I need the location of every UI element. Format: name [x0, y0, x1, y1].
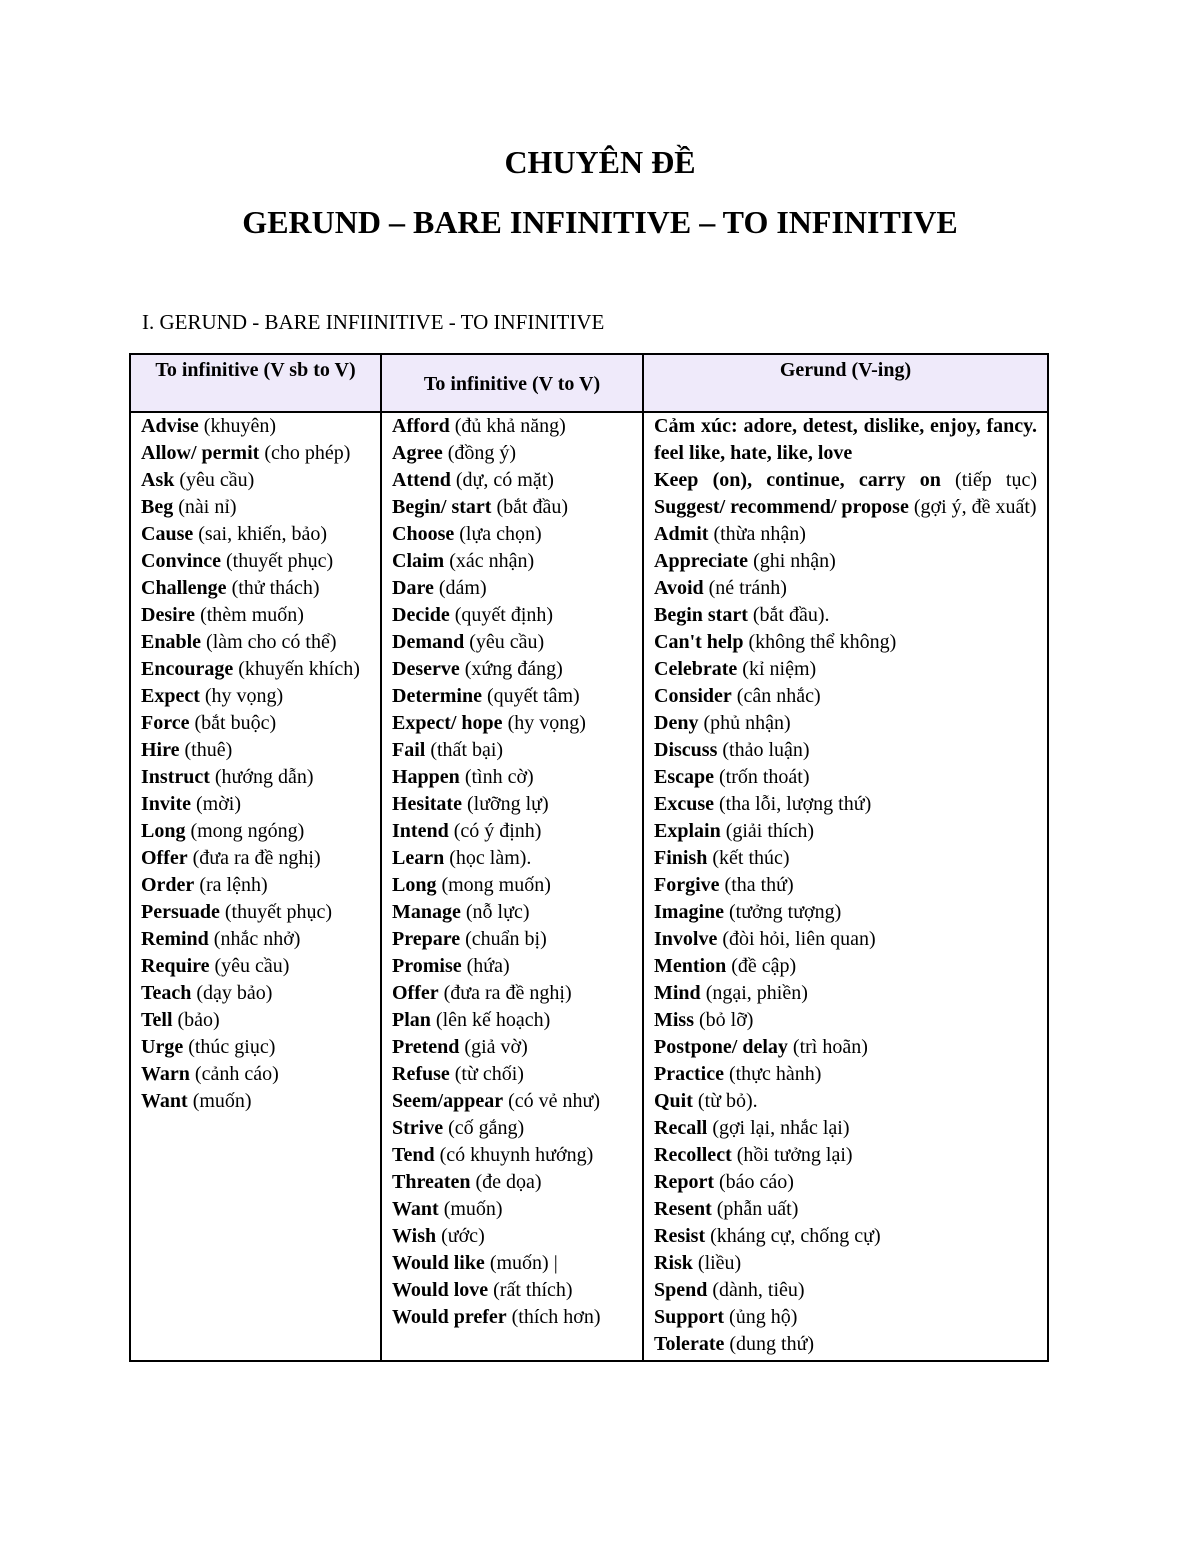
verb-word: Offer: [141, 847, 188, 869]
verb-entry: [654, 1331, 1037, 1358]
verb-word: Convince: [141, 550, 221, 572]
verb-entry: [392, 1223, 632, 1250]
verb-word: Manage: [392, 901, 461, 923]
verb-meaning: (kết thúc): [707, 847, 790, 869]
verb-entry: [392, 1304, 632, 1331]
verb-meaning: (ra lệnh): [194, 874, 268, 896]
verb-meaning: (nhắc nhở): [208, 928, 301, 950]
verb-entry: [654, 521, 1037, 548]
verb-entry: [141, 521, 370, 548]
verb-word: Keep (on), continue, carry on: [654, 469, 941, 491]
verb-meaning: (dành, tiêu): [707, 1279, 805, 1301]
verb-word: Avoid: [654, 577, 704, 599]
verb-entry: [654, 980, 1037, 1007]
verb-word: Expect/ hope: [392, 712, 503, 734]
verb-entry: [654, 548, 1037, 575]
verb-entry: [654, 1061, 1037, 1088]
verb-meaning: (quyết định): [449, 604, 554, 626]
verb-meaning: (thừa nhận): [708, 523, 806, 545]
verb-entry: [141, 683, 370, 710]
verb-entry: [392, 1142, 632, 1169]
verb-entry: [654, 683, 1037, 710]
verb-entry: [654, 791, 1037, 818]
verb-word: Practice: [654, 1063, 724, 1085]
verb-meaning: (từ chối): [449, 1063, 524, 1085]
verb-meaning: (rất thích): [488, 1279, 573, 1301]
verb-word: Spend: [654, 1279, 708, 1301]
verb-entry: [141, 791, 370, 818]
verb-word: Cảm xúc: adore, detest, dislike, enjoy, fancy. feel like, hate, like, love: [654, 415, 1037, 464]
verb-entry: [141, 494, 370, 521]
verb-meaning: (tình cờ): [459, 766, 534, 788]
verb-meaning: (thực hành): [723, 1063, 822, 1085]
verb-meaning: (bỏ lỡ): [694, 1009, 754, 1031]
verb-word: Decide: [392, 604, 450, 626]
verb-word: Expect: [141, 685, 200, 707]
verb-entry: [392, 710, 632, 737]
verb-meaning: (phẫn uất): [711, 1198, 799, 1220]
verb-entry: [392, 467, 632, 494]
verb-entry: [392, 899, 632, 926]
verb-entry: [654, 1277, 1037, 1304]
verb-word: Tolerate: [654, 1333, 725, 1355]
verb-word: Involve: [654, 928, 718, 950]
verb-meaning: (đòi hỏi, liên quan): [717, 928, 876, 950]
verb-word: Begin start: [654, 604, 748, 626]
verb-entry: [654, 1169, 1037, 1196]
title-line-1: CHUYÊN ĐỀ: [504, 144, 696, 180]
verb-entry: [141, 872, 370, 899]
verb-meaning: (tha lỗi, lượng thứ): [714, 793, 872, 815]
verb-word: Dare: [392, 577, 434, 599]
verb-meaning: (khuyên): [198, 415, 276, 437]
verb-entry: [141, 602, 370, 629]
verb-entry: [392, 737, 632, 764]
verb-meaning: (lên kế hoạch): [430, 1009, 551, 1031]
verb-word: Persuade: [141, 901, 220, 923]
verb-entry: [141, 899, 370, 926]
verb-entry: [392, 1115, 632, 1142]
verb-word: Forgive: [654, 874, 720, 896]
verb-meaning: (mong ngóng): [185, 820, 305, 842]
verb-word: Mention: [654, 955, 727, 977]
verb-word: Celebrate: [654, 658, 738, 680]
verb-entry: [654, 953, 1037, 980]
verb-word: Advise: [141, 415, 199, 437]
verb-word: Mind: [654, 982, 701, 1004]
verb-entry: [654, 1142, 1037, 1169]
verb-entry: [392, 1277, 632, 1304]
verb-meaning: (yêu cầu): [209, 955, 290, 977]
verb-word: Require: [141, 955, 210, 977]
verb-word: Escape: [654, 766, 714, 788]
verb-meaning: (trốn thoát): [714, 766, 810, 788]
verb-entry: [654, 656, 1037, 683]
verb-word: Pretend: [392, 1036, 460, 1058]
verb-word: Want: [392, 1198, 439, 1220]
verb-entry: [654, 1223, 1037, 1250]
verb-word: Prepare: [392, 928, 461, 950]
verb-word: Recall: [654, 1117, 708, 1139]
verb-word: Beg: [141, 496, 174, 518]
verb-meaning: (lưỡng lự): [461, 793, 549, 815]
verb-word: Can't help: [654, 631, 744, 653]
verb-word: Tend: [392, 1144, 435, 1166]
verb-entry: [141, 1007, 370, 1034]
verb-entry: [392, 575, 632, 602]
verb-meaning: (hướng dẫn): [209, 766, 314, 788]
verb-entry: [392, 602, 632, 629]
verb-word: Allow/ permit: [141, 442, 260, 464]
verb-word: Discuss: [654, 739, 718, 761]
verb-entry: [654, 1088, 1037, 1115]
verb-meaning: (thuyết phục): [221, 550, 334, 572]
verb-word: Consider: [654, 685, 732, 707]
verb-word: Offer: [392, 982, 439, 1004]
verb-meaning: (mong muốn): [436, 874, 551, 896]
verb-meaning: (cân nhắc): [731, 685, 821, 707]
verb-word: Wish: [392, 1225, 437, 1247]
verb-word: Would love: [392, 1279, 489, 1301]
verb-word: Seem/appear: [392, 1090, 504, 1112]
verb-word: Report: [654, 1171, 714, 1193]
verb-word: Instruct: [141, 766, 210, 788]
verb-entry: [392, 926, 632, 953]
verb-entry: [141, 926, 370, 953]
verb-word: Want: [141, 1090, 188, 1112]
verb-meaning: (cho phép): [259, 442, 351, 464]
verb-entry: [141, 1034, 370, 1061]
verb-word: Recollect: [654, 1144, 732, 1166]
verb-meaning: (hồi tưởng lại): [731, 1144, 853, 1166]
verb-meaning: (thuyết phục): [219, 901, 333, 923]
verb-entry: [141, 710, 370, 737]
verb-entry: [654, 899, 1037, 926]
table-body-row: [130, 412, 1048, 1361]
verb-meaning: (cố gắng): [443, 1117, 525, 1139]
verb-meaning: (nài nỉ): [173, 496, 237, 518]
verb-word: Deny: [654, 712, 699, 734]
verb-word: Strive: [392, 1117, 444, 1139]
verb-word: Hire: [141, 739, 180, 761]
verb-entry: [141, 764, 370, 791]
verb-word: Excuse: [654, 793, 714, 815]
verb-entry: [141, 737, 370, 764]
verb-word: Imagine: [654, 901, 724, 923]
verb-meaning: (ủng hộ): [724, 1306, 798, 1328]
verb-meaning: (quyết tâm): [481, 685, 580, 707]
verb-word: Enable: [141, 631, 202, 653]
verb-meaning: (dám): [433, 577, 487, 599]
verb-word: Cause: [141, 523, 194, 545]
verb-entry: [654, 575, 1037, 602]
verb-word: Remind: [141, 928, 209, 950]
verb-word: Choose: [392, 523, 455, 545]
verb-word: Resent: [654, 1198, 712, 1220]
verb-word: Explain: [654, 820, 721, 842]
verb-word: Resist: [654, 1225, 706, 1247]
verb-word: Order: [141, 874, 195, 896]
verb-meaning: (trì hoãn): [787, 1036, 868, 1058]
verb-meaning: (đưa ra đề nghị): [187, 847, 321, 869]
title-line-2: GERUND – BARE INFINITIVE – TO INFINITIVE: [242, 204, 958, 240]
verb-entry: [392, 818, 632, 845]
verb-entry: [392, 1250, 632, 1277]
verb-meaning: (tiếp tục): [940, 469, 1037, 491]
verb-meaning: (phủ nhận): [698, 712, 791, 734]
verb-meaning: (xứng đáng): [459, 658, 563, 680]
verb-meaning: (thuê): [179, 739, 233, 761]
verb-entry: [141, 953, 370, 980]
verb-word: Finish: [654, 847, 708, 869]
verb-entry: [654, 1250, 1037, 1277]
verb-meaning: (giả vờ): [459, 1036, 528, 1058]
verb-word: Miss: [654, 1009, 694, 1031]
verb-meaning: (khuyến khích): [233, 658, 360, 680]
verb-entry: [654, 872, 1037, 899]
verb-entry: [392, 1169, 632, 1196]
verb-word: Desire: [141, 604, 196, 626]
verb-word: Demand: [392, 631, 465, 653]
verb-meaning: (đưa ra đề nghị): [438, 982, 572, 1004]
verb-meaning: (thảo luận): [717, 739, 810, 761]
verb-pattern-table: [129, 353, 1049, 1362]
verb-meaning: (gợi ý, đề xuất): [908, 496, 1037, 518]
verb-entry: [392, 980, 632, 1007]
verb-meaning: (ước): [436, 1225, 485, 1247]
verb-meaning: (học làm).: [444, 847, 532, 869]
verb-entry: [141, 548, 370, 575]
verb-meaning: (bảo): [172, 1009, 220, 1031]
verb-entry: [141, 629, 370, 656]
verb-entry: [141, 1088, 370, 1115]
verb-word: Challenge: [141, 577, 227, 599]
verb-meaning: (dạy bảo): [191, 982, 273, 1004]
verb-entry: [392, 1034, 632, 1061]
verb-word: Determine: [392, 685, 482, 707]
verb-word: Long: [392, 874, 437, 896]
verb-word: Quit: [654, 1090, 693, 1112]
verb-entry: [392, 872, 632, 899]
verb-word: Attend: [392, 469, 451, 491]
verb-word: Warn: [141, 1063, 190, 1085]
verb-word: Encourage: [141, 658, 234, 680]
verb-word: Postpone/ delay: [654, 1036, 788, 1058]
verb-entry: [654, 1007, 1037, 1034]
verb-entry: [141, 440, 370, 467]
verb-meaning: (lựa chọn): [454, 523, 542, 545]
verb-word: Force: [141, 712, 190, 734]
verb-meaning: (chuẩn bị): [460, 928, 547, 950]
verb-entry: [392, 629, 632, 656]
verb-entry: [392, 494, 632, 521]
verb-word: Invite: [141, 793, 191, 815]
verb-meaning: (làm cho có thể): [201, 631, 337, 653]
verb-word: Begin/ start: [392, 496, 492, 518]
verb-meaning: (đe dọa): [470, 1171, 542, 1193]
verb-meaning: (liều): [692, 1252, 742, 1274]
verb-meaning: (kỉ niệm): [737, 658, 817, 680]
verb-word: Threaten: [392, 1171, 471, 1193]
verb-meaning: (đồng ý): [442, 442, 517, 464]
verb-entry: [654, 629, 1037, 656]
verb-meaning: (dự, có mặt): [450, 469, 554, 491]
verb-meaning: (kháng cự, chống cự): [705, 1225, 881, 1247]
section-heading: I. GERUND - BARE INFIINITIVE - TO INFINITIVE: [142, 310, 605, 334]
verb-meaning: (gợi lại, nhắc lại): [707, 1117, 850, 1139]
verb-entry: [654, 710, 1037, 737]
verb-entry: [392, 791, 632, 818]
verb-entry: [392, 845, 632, 872]
verb-word: Hesitate: [392, 793, 462, 815]
verb-meaning: (yêu cầu): [464, 631, 545, 653]
verb-word: Happen: [392, 766, 460, 788]
verb-word: Deserve: [392, 658, 460, 680]
verb-entry: [141, 467, 370, 494]
verb-word: Afford: [392, 415, 450, 437]
verb-word: Ask: [141, 469, 175, 491]
verb-word: Teach: [141, 982, 192, 1004]
verb-meaning: (bắt buộc): [189, 712, 277, 734]
verb-word: Admit: [654, 523, 709, 545]
verb-entry: [654, 1196, 1037, 1223]
verb-entry: [392, 1196, 632, 1223]
verb-meaning: (nỗ lực): [460, 901, 530, 923]
verb-meaning: (tha thứ): [719, 874, 794, 896]
verb-entry: [392, 413, 632, 440]
verb-meaning: (báo cáo): [713, 1171, 794, 1193]
verb-entry: [141, 980, 370, 1007]
verb-word: Agree: [392, 442, 443, 464]
verb-entry: [392, 683, 632, 710]
verb-meaning: (tưởng tượng): [724, 901, 842, 923]
verb-meaning: (giải thích): [720, 820, 815, 842]
verb-meaning: (thử thách): [226, 577, 320, 599]
verb-entry: [654, 845, 1037, 872]
verb-entry: [141, 818, 370, 845]
verb-word: Long: [141, 820, 186, 842]
verb-entry: [654, 1304, 1037, 1331]
verb-meaning: (thất bại): [425, 739, 504, 761]
verb-entry: [392, 548, 632, 575]
verb-meaning: (thích hơn): [506, 1306, 601, 1328]
verb-word: Would like: [392, 1252, 485, 1274]
verb-meaning: (muốn) |: [484, 1252, 558, 1274]
verb-word: Learn: [392, 847, 445, 869]
column-to-infinitive-object: [130, 412, 381, 1361]
verb-entry: [654, 1115, 1037, 1142]
verb-entry: [654, 413, 1037, 467]
header-to-infinitive: To infinitive (V to V): [381, 354, 643, 412]
verb-meaning: (muốn): [438, 1198, 503, 1220]
verb-meaning: (thúc giục): [183, 1036, 276, 1058]
verb-entry: [141, 845, 370, 872]
verb-meaning: (yêu cầu): [174, 469, 255, 491]
column-gerund: [643, 412, 1048, 1361]
verb-entry: [141, 575, 370, 602]
verb-entry: [654, 602, 1037, 629]
verb-meaning: (ngại, phiền): [700, 982, 808, 1004]
verb-entry: [392, 764, 632, 791]
verb-meaning: (không thể không): [743, 631, 897, 653]
verb-meaning: (hứa): [461, 955, 510, 977]
verb-word: Would prefer: [392, 1306, 507, 1328]
header-gerund: Gerund (V-ing): [643, 354, 1048, 412]
verb-meaning: (né tránh): [703, 577, 787, 599]
verb-meaning: (đủ khả năng): [449, 415, 566, 437]
verb-word: Intend: [392, 820, 449, 842]
verb-entry: [654, 926, 1037, 953]
verb-word: Suggest/ recommend/ propose: [654, 496, 909, 518]
verb-meaning: (có ý định): [448, 820, 542, 842]
verb-word: Claim: [392, 550, 445, 572]
verb-word: Tell: [141, 1009, 173, 1031]
verb-word: Plan: [392, 1009, 431, 1031]
verb-entry: [392, 953, 632, 980]
verb-entry: [392, 1007, 632, 1034]
header-to-infinitive-object: To infinitive (V sb to V): [130, 354, 381, 412]
verb-word: Risk: [654, 1252, 693, 1274]
verb-meaning: (dung thứ): [724, 1333, 815, 1355]
verb-entry: [654, 467, 1037, 521]
verb-entry: [654, 764, 1037, 791]
verb-word: Refuse: [392, 1063, 450, 1085]
verb-entry: [392, 1061, 632, 1088]
verb-word: Urge: [141, 1036, 184, 1058]
verb-entry: [392, 440, 632, 467]
verb-meaning: (muốn): [187, 1090, 252, 1112]
verb-meaning: (thèm muốn): [195, 604, 304, 626]
verb-meaning: (ghi nhận): [748, 550, 836, 572]
verb-entry: [141, 413, 370, 440]
verb-entry: [141, 656, 370, 683]
verb-meaning: (mời): [191, 793, 242, 815]
verb-meaning: (đề cập): [726, 955, 797, 977]
verb-meaning: (sai, khiến, bảo): [193, 523, 328, 545]
verb-entry: [392, 521, 632, 548]
verb-meaning: (bắt đầu).: [747, 604, 830, 626]
verb-entry: [392, 1088, 632, 1115]
verb-entry: [654, 1034, 1037, 1061]
verb-entry: [141, 1061, 370, 1088]
verb-meaning: (hy vọng): [502, 712, 586, 734]
verb-word: Appreciate: [654, 550, 749, 572]
verb-meaning: (từ bỏ).: [692, 1090, 758, 1112]
verb-entry: [654, 737, 1037, 764]
verb-meaning: (bắt đầu): [491, 496, 569, 518]
verb-word: Promise: [392, 955, 462, 977]
verb-meaning: (xác nhận): [444, 550, 535, 572]
verb-meaning: (cảnh cáo): [189, 1063, 279, 1085]
verb-word: Support: [654, 1306, 725, 1328]
verb-meaning: (hy vọng): [199, 685, 284, 707]
verb-word: Fail: [392, 739, 426, 761]
verb-entry: [654, 818, 1037, 845]
verb-meaning: (có khuynh hướng): [434, 1144, 594, 1166]
table-header-row: [130, 354, 1048, 412]
verb-meaning: (có vẻ như): [503, 1090, 601, 1112]
column-to-infinitive: [381, 412, 643, 1361]
verb-entry: [392, 656, 632, 683]
